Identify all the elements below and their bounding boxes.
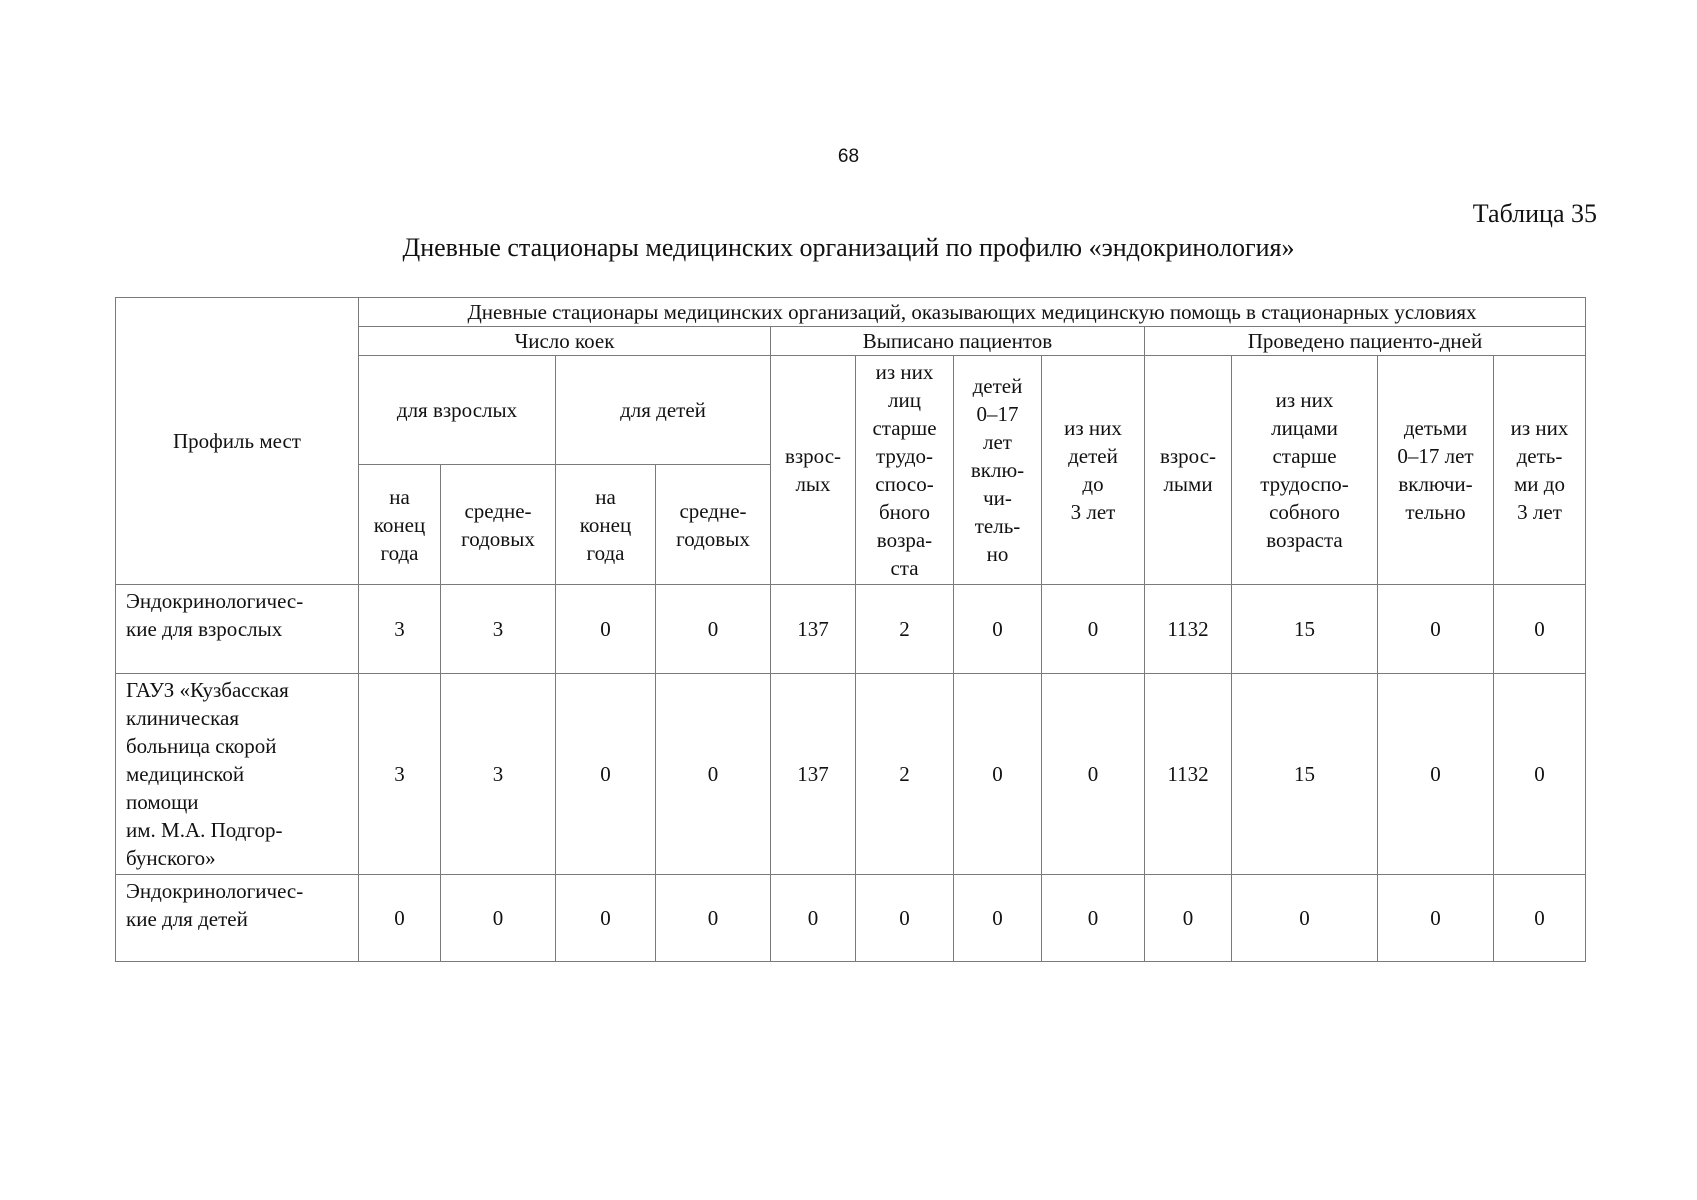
row-profile: Эндокринологичес- кие для взрослых — [116, 585, 359, 674]
table-title: Дневные стационары медицинских организаций по профилю «эндокринология» — [402, 233, 1295, 262]
header-discharged-children: детей 0–17 лет вклю- чи- тель- но — [954, 356, 1042, 585]
cell-value: 0 — [1378, 674, 1494, 875]
header-profile: Профиль мест — [116, 298, 359, 585]
cell-value: 0 — [954, 585, 1042, 674]
cell-value: 2 — [856, 674, 954, 875]
cell-value: 15 — [1232, 585, 1378, 674]
page-number: 68 — [837, 146, 860, 167]
cell-value: 0 — [656, 674, 771, 875]
header-end-of-year-children: на конец года — [556, 465, 656, 585]
header-group-patient-days: Проведено пациенто-дней — [1145, 327, 1586, 356]
table-label: Таблица 35 — [1472, 199, 1597, 228]
cell-value: 1132 — [1145, 674, 1232, 875]
header-days-elderly: из них лицами старше трудоспо- собного возраста — [1232, 356, 1378, 585]
cell-value: 15 — [1232, 674, 1378, 875]
cell-value: 0 — [556, 585, 656, 674]
cell-value: 137 — [771, 674, 856, 875]
header-days-adults: взрос- лыми — [1145, 356, 1232, 585]
header-days-children: детьми 0–17 лет включи- тельно — [1378, 356, 1494, 585]
header-group-discharged: Выписано пациентов — [771, 327, 1145, 356]
cell-value: 0 — [1042, 674, 1145, 875]
header-top-group: Дневные стационары медицинских организаций, оказывающих медицинскую помощь в стационарных условиях — [359, 298, 1586, 327]
table-row — [116, 875, 1586, 962]
cell-value: 0 — [771, 875, 856, 962]
cell-value: 0 — [1378, 875, 1494, 962]
header-row-top — [116, 298, 1586, 327]
cell-value: 0 — [556, 875, 656, 962]
header-discharged-under3: из них детей до 3 лет — [1042, 356, 1145, 585]
cell-value: 0 — [1042, 875, 1145, 962]
cell-value: 137 — [771, 585, 856, 674]
cell-value: 0 — [856, 875, 954, 962]
header-subgroup-adults: для взрослых — [359, 356, 556, 465]
header-discharged-elderly: из них лиц старше трудо- спосо- бного возра- ста — [856, 356, 954, 585]
cell-value: 3 — [441, 585, 556, 674]
header-average-annual-children: средне- годовых — [656, 465, 771, 585]
cell-value: 0 — [1145, 875, 1232, 962]
row-profile: Эндокринологичес- кие для детей — [116, 875, 359, 962]
header-group-beds: Число коек — [359, 327, 771, 356]
cell-value: 0 — [1494, 674, 1586, 875]
header-days-under3: из них деть- ми до 3 лет — [1494, 356, 1586, 585]
table-row — [116, 585, 1586, 674]
cell-value: 0 — [656, 585, 771, 674]
cell-value: 0 — [1042, 585, 1145, 674]
cell-value: 3 — [441, 674, 556, 875]
cell-value: 0 — [359, 875, 441, 962]
cell-value: 0 — [656, 875, 771, 962]
cell-value: 0 — [556, 674, 656, 875]
cell-value: 0 — [1494, 875, 1586, 962]
cell-value: 0 — [954, 875, 1042, 962]
cell-value: 0 — [954, 674, 1042, 875]
cell-value: 2 — [856, 585, 954, 674]
cell-value: 1132 — [1145, 585, 1232, 674]
cell-value: 0 — [1378, 585, 1494, 674]
cell-value: 3 — [359, 674, 441, 875]
cell-value: 3 — [359, 585, 441, 674]
header-discharged-adults: взрос- лых — [771, 356, 856, 585]
header-average-annual-adults: средне- годовых — [441, 465, 556, 585]
cell-value: 0 — [441, 875, 556, 962]
data-table — [115, 297, 1586, 962]
header-end-of-year-adults: на конец года — [359, 465, 441, 585]
row-profile: ГАУЗ «Кузбасская клиническая больница скорой медицинской помощи им. М.А. Подгор- бунского» — [116, 674, 359, 875]
cell-value: 0 — [1232, 875, 1378, 962]
header-subgroup-children: для детей — [556, 356, 771, 465]
cell-value: 0 — [1494, 585, 1586, 674]
table-row — [116, 674, 1586, 875]
